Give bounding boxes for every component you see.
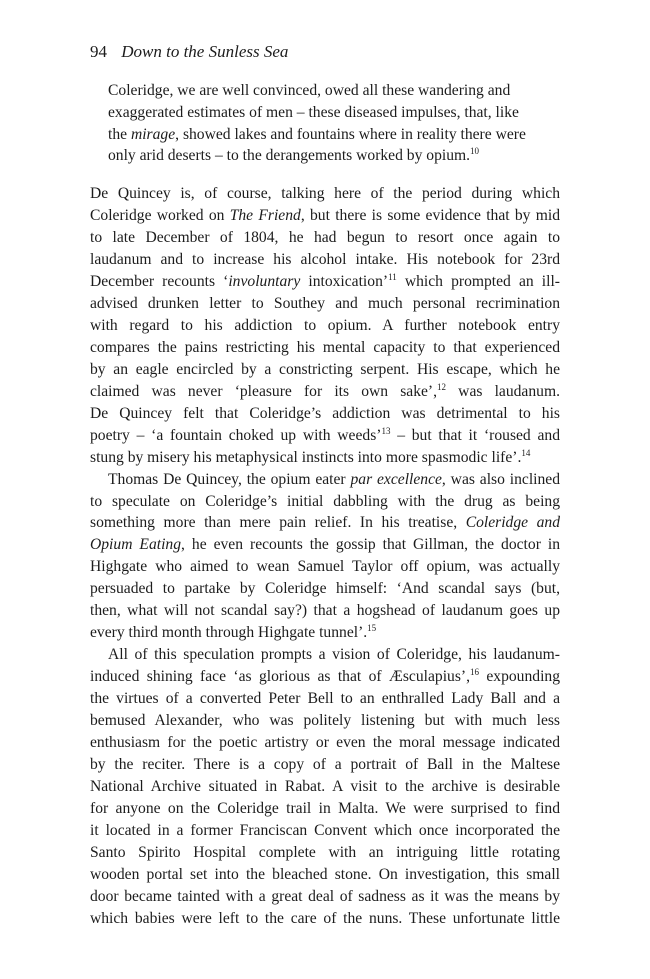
running-head — [90, 40, 560, 64]
text-line: then, what will not scandal say?) that a hogshead of laudanum goes up — [90, 602, 560, 620]
text-line: advised drunken letter to Southey and much personal recrimination — [90, 294, 560, 312]
quote-line: Coleridge, we are well convinced, owed all these wandering and — [108, 82, 511, 99]
footnote-ref-11: 11 — [388, 272, 397, 282]
book-page — [90, 40, 560, 930]
text-line: persuaded to partake by Coleridge himself: ‘And scandal says (but, — [90, 580, 560, 598]
text-line: poetry – ‘a fountain choked up with weeds’$^{13}$ – but that it ‘roused and — [90, 425, 560, 444]
text-line: compares the pains restricting his mental capacity to that experienced — [90, 338, 560, 356]
text-line: Coleridge worked on The Friend, but there is some evidence that by mid — [90, 207, 560, 225]
footnote-ref-16: 16 — [469, 667, 479, 678]
block-quote — [108, 80, 558, 167]
footnote-ref-14: 14 — [521, 447, 531, 458]
footnote-ref-13: 13 — [381, 425, 391, 436]
text-line: December recounts ‘involuntary intoxication’$^{11}$ which prompted an ill- — [90, 272, 560, 290]
text-line: claimed was never ‘pleasure for its own sake’,$^{12}$ was laudanum. — [90, 381, 560, 400]
footnote-ref-12: 12 — [437, 381, 447, 392]
book-title: Down to the Sunless Sea — [121, 42, 289, 61]
text-line: with regard to his addiction to opium. A further notebook entry — [90, 316, 560, 334]
text-line: every third month through Highgate tunnel’.$^{15}$ — [90, 623, 377, 642]
treatise-title-part-1: Coleridge and — [465, 514, 560, 532]
text-line: to speculate on Coleridge’s initial dabbling with the drug as being — [90, 492, 560, 510]
page-number: 94 — [90, 42, 107, 61]
text-line: something more than mere pain relief. In his treatise, Coleridge and — [90, 514, 560, 532]
text-line: De Quincey felt that Coleridge’s addiction was detrimental to his — [90, 404, 560, 422]
body-text — [90, 183, 560, 929]
text-line: door became tainted with a great deal of sadness as it was the means by — [90, 887, 560, 905]
paragraph-2 — [90, 469, 560, 645]
footnote-ref-10: 10 — [470, 146, 480, 157]
paragraph-3 — [90, 644, 560, 929]
text-line: the virtues of a converted Peter Bell to an enthralled Lady Ball and a — [90, 690, 560, 708]
text-line: enthusiasm for the poetic artistry or even the moral message indicated — [90, 734, 560, 752]
involuntary-emphasis: involuntary — [228, 273, 301, 290]
text-line: Thomas De Quincey, the opium eater par excellence, was also inclined — [108, 470, 560, 488]
text-line: laudanum and to increase his alcohol intake. His notebook for 23rd — [90, 251, 560, 269]
text-line: by the reciter. There is a copy of a portrait of Ball in the Maltese — [90, 755, 560, 773]
title-the-friend: The Friend — [229, 207, 301, 225]
mirage-emphasis: mirage — [130, 125, 176, 143]
quote-line: the mirage, showed lakes and fountains where in reality there were — [108, 125, 526, 143]
quote-line: exaggerated estimates of men – these diseased impulses, that, like — [108, 103, 519, 121]
text-line: All of this speculation prompts a vision of Coleridge, his laudanum- — [108, 646, 560, 664]
text-line: to late December of 1804, he had begun to resort once again to — [90, 229, 560, 247]
text-line: Opium Eating, he even recounts the gossip that Gillman, the doctor in — [90, 536, 560, 554]
text-line: De Quincey is, of course, talking here of the period during which — [90, 185, 560, 203]
text-line: bemused Alexander, who was politely listening but with much less — [90, 712, 560, 730]
text-line: Highgate who aimed to wean Samuel Taylor off opium, was actually — [90, 558, 560, 576]
text-line: which babies were left to the care of the nuns. These unfortunate little — [90, 909, 560, 927]
text-line: National Archive situated in Rabat. A visit to the archive is desirable — [90, 777, 560, 795]
treatise-title-part-2: Opium Eating — [90, 536, 182, 554]
par-excellence-emphasis: par excellence — [350, 470, 442, 488]
text-line: induced shining face ‘as glorious as that of Æsculapius’,$^{16}$ expounding — [90, 667, 560, 686]
text-line: it located in a former Franciscan Convent which once incorporated the — [90, 821, 560, 839]
paragraph-1 — [90, 183, 560, 468]
quote-line: only arid deserts – to the derangements worked by opium.$^{10}$ — [108, 146, 480, 165]
text-line: by an eagle encircled by a constricting serpent. His escape, which he — [90, 360, 560, 378]
footnote-ref-15: 15 — [367, 623, 377, 634]
text-line: Santo Spirito Hospital complete with an intriguing little rotating — [90, 843, 560, 861]
text-line: stung by misery his metaphysical instincts into more spasmodic life’.$^{14}$ — [90, 447, 531, 466]
text-line: wooden portal set into the bleached stone. On investigation, this small — [90, 865, 560, 883]
text-line: for anyone on the Coleridge trail in Malta. We were surprised to find — [90, 799, 560, 817]
